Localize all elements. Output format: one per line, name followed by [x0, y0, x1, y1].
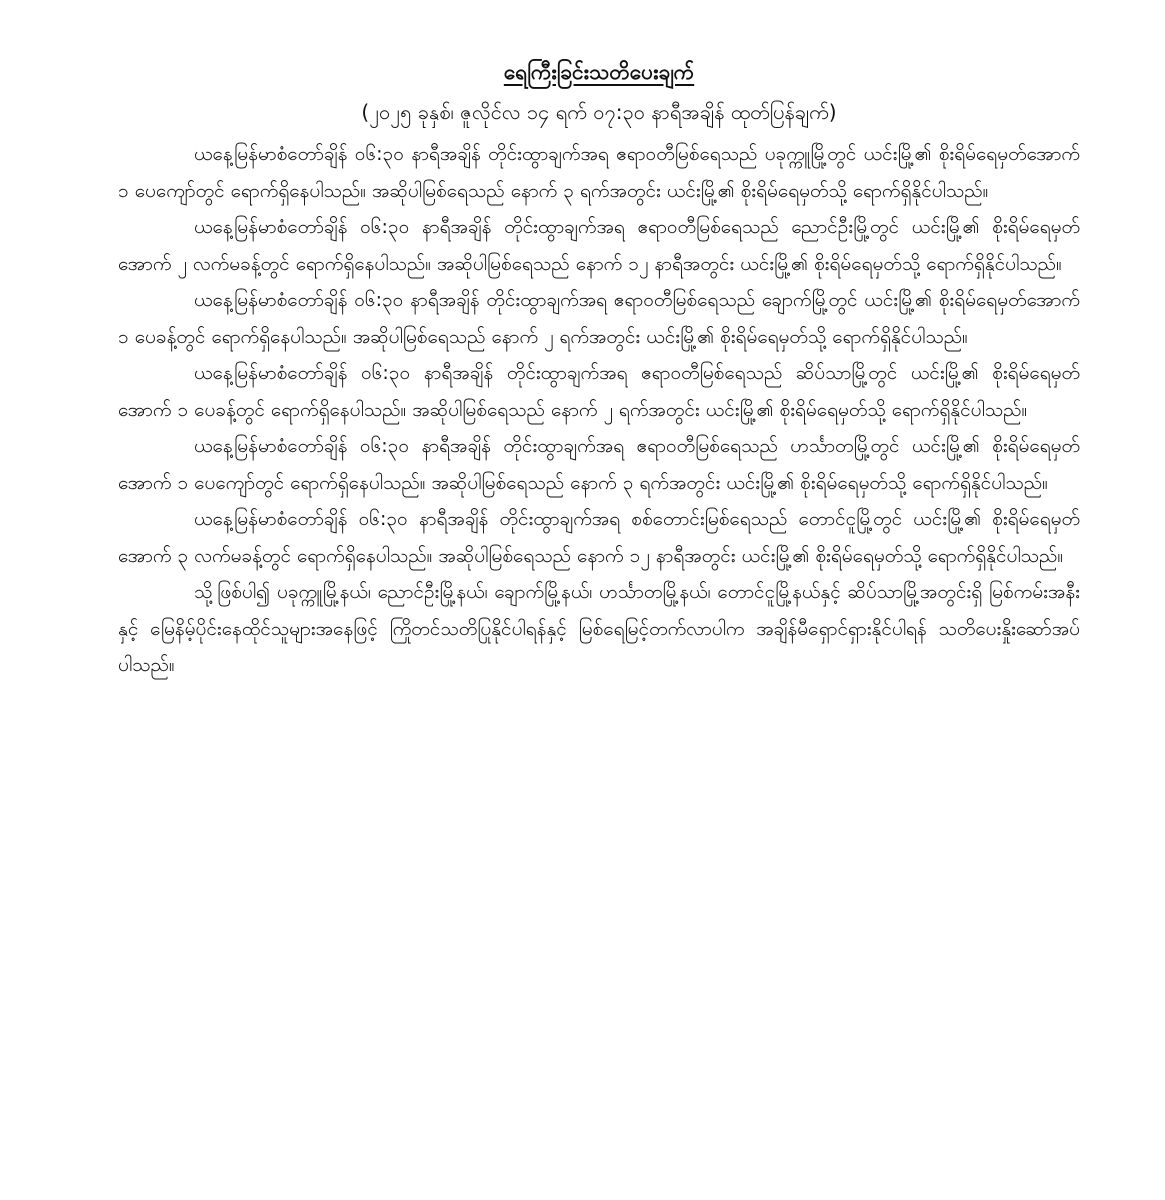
paragraph-advisory: သို့ဖြစ်ပါ၍ ပခုက္ကူမြို့နယ်၊ ညောင်ဦးမြို့နယ်၊ ချောက်မြို့နယ်၊ ဟင်္သာတမြို့နယ်၊ တောင်ငူမြို့နယ်နှင့် ဆိပ်သာမြို့အတွင်းရှိ မြစ်ကမ်းအနီးနှင့် မြေနိမ့်ပိုင်းနေထိုင်သူများအနေဖြင့် ကြိုတင်သတိပြုနိုင်ပါရန်နှင့် မြစ်ရေမြင့်တက်လာပါက အချိန်မီရှောင်ရှားနိုင်ပါရန် သတိပေးနှိုးဆော်အပ်ပါသည်။ — [118, 581, 1080, 676]
page-title: ရေကြီးခြင်းသတိပေးချက် — [503, 60, 695, 84]
page-subtitle: (၂၀၂၅ ခုနှစ်၊ ဇူလိုင်လ ၁၄ ရက် ၀၇:၃၀ နာရီအချိန် ထုတ်ပြန်ချက်) — [361, 100, 837, 124]
paragraph-nyaung-u: ယနေ့မြန်မာစံတော်ချိန် ၀၆:၃၀ နာရီအချိန် တိုင်းထွာချက်အရ ဧရာဝတီမြစ်ရေသည် ညောင်ဦးမြို့တွင် ယင်းမြို့၏ စိုးရိမ်ရေမှတ်အောက် ၂ လက်မခန့်တွင် ရောက်ရှိနေပါသည်။ အဆိုပါမြစ်ရေသည် နောက် ၁၂ နာရီအတွင်း ယင်းမြို့၏ စိုးရိမ်ရေမှတ်သို့ ရောက်ရှိနိုင်ပါသည်။ — [118, 216, 1080, 275]
paragraph-pakokku: ယနေ့မြန်မာစံတော်ချိန် ၀၆:၃၀ နာရီအချိန် တိုင်းထွာချက်အရ ဧရာဝတီမြစ်ရေသည် ပခုက္ကူမြို့တွင် ယင်းမြို့၏ စိုးရိမ်ရေမှတ်အောက် ၁ ပေကျော်တွင် ရောက်ရှိနေပါသည်။ အဆိုပါမြစ်ရေသည် နောက် ၃ ရက်အတွင်း ယင်းမြို့၏ စိုးရိမ်ရေမှတ်သို့ ရောက်ရှိနိုင်ပါသည်။ — [118, 143, 1080, 202]
paragraph-hinthada: ယနေ့မြန်မာစံတော်ချိန် ၀၆:၃၀ နာရီအချိန် တိုင်းထွာချက်အရ ဧရာဝတီမြစ်ရေသည် ဟင်္သာတမြို့တွင် ယင်းမြို့၏ စိုးရိမ်ရေမှတ်အောက် ၁ ပေကျော်တွင် ရောက်ရှိနေပါသည်။ အဆိုပါမြစ်ရေသည် နောက် ၃ ရက်အတွင်း ယင်းမြို့၏ စိုးရိမ်ရေမှတ်သို့ ရောက်ရှိနိုင်ပါသည်။ — [118, 435, 1080, 494]
paragraph-seikthar: ယနေ့မြန်မာစံတော်ချိန် ၀၆:၃၀ နာရီအချိန် တိုင်းထွာချက်အရ ဧရာဝတီမြစ်ရေသည် ဆိပ်သာမြို့တွင် ယင်းမြို့၏ စိုးရိမ်ရေမှတ်အောက် ၁ ပေခန့်တွင် ရောက်ရှိနေပါသည်။ အဆိုပါမြစ်ရေသည် နောက် ၂ ရက်အတွင်း ယင်းမြို့၏ စိုးရိမ်ရေမှတ်သို့ ရောက်ရှိနိုင်ပါသည်။ — [118, 362, 1080, 421]
document-page — [118, 52, 1080, 684]
paragraph-chauk: ယနေ့မြန်မာစံတော်ချိန် ၀၆:၃၀ နာရီအချိန် တိုင်းထွာချက်အရ ဧရာဝတီမြစ်ရေသည် ချောက်မြို့တွင် ယင်းမြို့၏ စိုးရိမ်ရေမှတ်အောက် ၁ ပေခန့်တွင် ရောက်ရှိနေပါသည်။ အဆိုပါမြစ်ရေသည် နောက် ၂ ရက်အတွင်း ယင်းမြို့၏ စိုးရိမ်ရေမှတ်သို့ ရောက်ရှိနိုင်ပါသည်။ — [118, 289, 1080, 348]
paragraph-taungoo: ယနေ့မြန်မာစံတော်ချိန် ၀၆:၃၀ နာရီအချိန် တိုင်းထွာချက်အရ စစ်တောင်းမြစ်ရေသည် တောင်ငူမြို့တွင် ယင်းမြို့၏ စိုးရိမ်ရေမှတ်အောက် ၃ လက်မခန့်တွင် ရောက်ရှိနေပါသည်။ အဆိုပါမြစ်ရေသည် နောက် ၁၂ နာရီအတွင်း ယင်းမြို့၏ စိုးရိမ်ရေမှတ်သို့ ရောက်ရှိနိုင်ပါသည်။ — [118, 508, 1080, 567]
